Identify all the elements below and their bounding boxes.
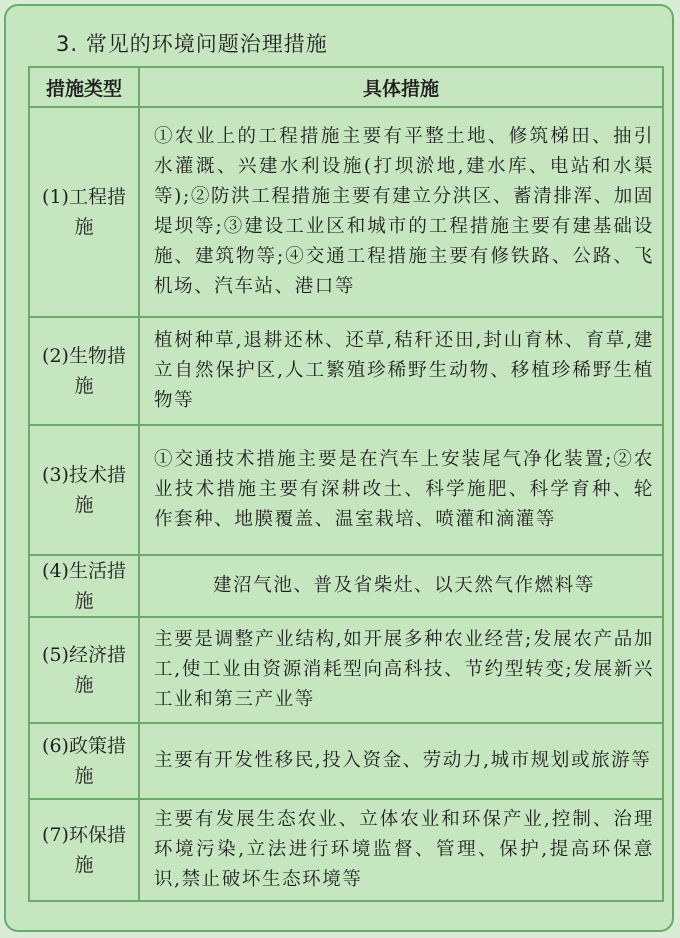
row-detail-biological: 植树种草,退耕还林、还草,秸秆还田,封山育林、育草,建立自然保护区,人工繁殖珍稀野生动物、移植珍稀野生植物等 [139, 317, 663, 425]
table-header-row [29, 67, 663, 107]
table-row [29, 723, 663, 799]
row-type-environmental: (7)环保措施 [29, 799, 139, 901]
row-type-biological: (2)生物措施 [29, 317, 139, 425]
row-detail-living: 建沼气池、普及省柴灶、以天然气作燃料等 [139, 555, 663, 617]
table-row [29, 317, 663, 425]
measures-table [28, 66, 664, 902]
row-type-policy: (6)政策措施 [29, 723, 139, 799]
row-detail-policy: 主要有开发性移民,投入资金、劳动力,城市规划或旅游等 [139, 723, 663, 799]
table-row [29, 107, 663, 317]
row-detail-engineering: ①农业上的工程措施主要有平整土地、修筑梯田、抽引水灌溉、兴建水利设施(打坝淤地,建水库、电站和水渠等);②防洪工程措施主要有建立分洪区、蓄清排浑、加固堤坝等;③建设工业区和城市的工程措施主要有建基础设施、建筑物等;④交通工程措施主要有修铁路、公路、飞机场、汽车站、港口等 [139, 107, 663, 317]
row-type-economic: (5)经济措施 [29, 617, 139, 723]
header-specific-measures: 具体措施 [139, 67, 663, 107]
row-type-living: (4)生活措施 [29, 555, 139, 617]
row-type-engineering: (1)工程措施 [29, 107, 139, 317]
row-detail-environmental: 主要有发展生态农业、立体农业和环保产业,控制、治理环境污染,立法进行环境监督、管理、保护,提高环保意识,禁止破坏生态环境等 [139, 799, 663, 901]
row-type-technical: (3)技术措施 [29, 425, 139, 555]
row-detail-technical: ①交通技术措施主要是在汽车上安装尾气净化装置;②农业技术措施主要有深耕改土、科学施肥、科学育种、轮作套种、地膜覆盖、温室栽培、喷灌和滴灌等 [139, 425, 663, 555]
section-title: 3. 常见的环境问题治理措施 [56, 32, 328, 56]
page-panel [4, 4, 674, 932]
table-row [29, 425, 663, 555]
row-detail-economic: 主要是调整产业结构,如开展多种农业经营;发展农产品加工,使工业由资源消耗型向高科技、节约型转变;发展新兴工业和第三产业等 [139, 617, 663, 723]
table-row [29, 799, 663, 901]
table-row [29, 617, 663, 723]
table-row [29, 555, 663, 617]
header-measure-type: 措施类型 [29, 67, 139, 107]
